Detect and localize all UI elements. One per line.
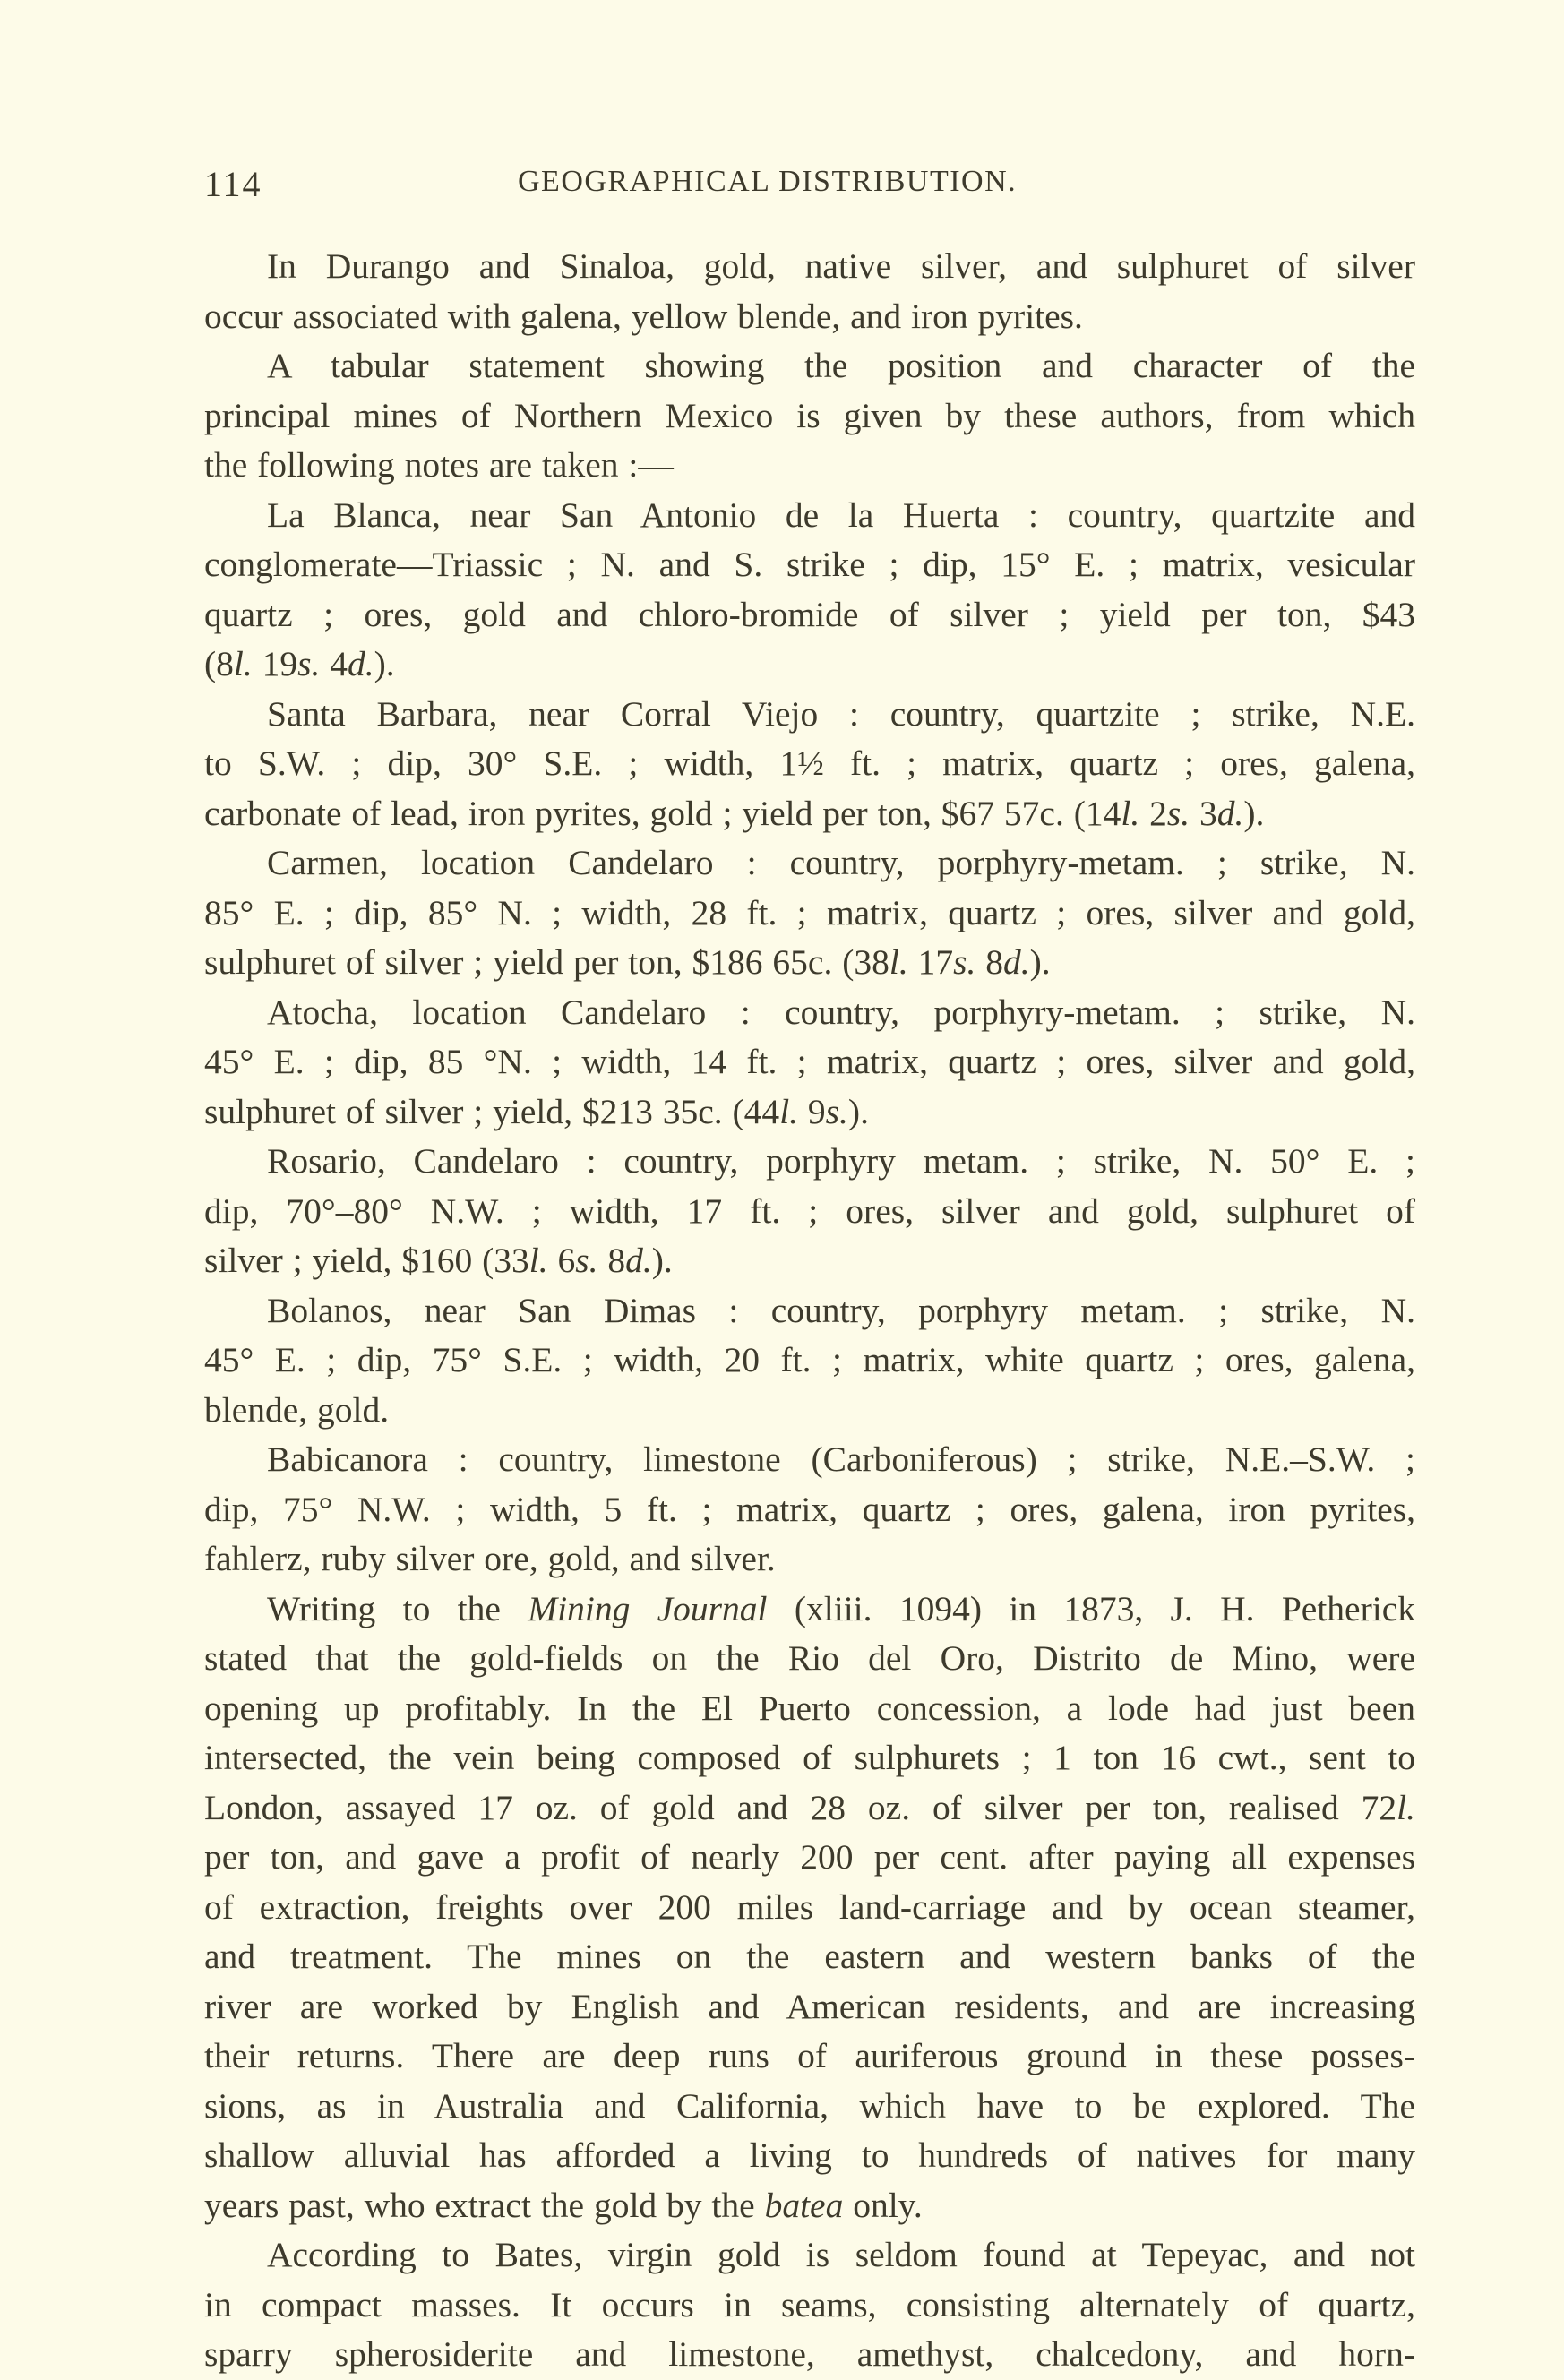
text-line: dip, 75° N.W. ; width, 5 ft. ; matrix, quartz ; ores, galena, iron pyrites, [204,1489,1415,1529]
paragraph-la-blanca [204,491,1415,690]
paragraph-carmen [204,838,1415,988]
book-page [204,152,1415,2380]
text-line: sions, as in Australia and California, which have to be explored. The [204,2085,1415,2126]
text-line: Babicanora : country, limestone (Carboniferous) ; strike, N.E.–S.W. ; [267,1439,1415,1479]
text-line: sulphuret of silver ; yield per ton, $186 65c. (38l. 17s. 8d.). [204,942,1051,982]
paragraph-bates-tepeyac [204,2230,1415,2380]
text-line: Bolanos, near San Dimas : country, porphyry metam. ; strike, N. [267,1290,1415,1330]
paragraph-petherick [204,1585,1415,2231]
text-line: sulphuret of silver ; yield, $213 35c. (44l. 9s.). [204,1091,869,1131]
paragraph-tabular-statement [204,341,1415,491]
text-line: blende, gold. [204,1389,390,1430]
text-line: 45° E. ; dip, 85 °N. ; width, 14 ft. ; matrix, quartz ; ores, silver and gold, [204,1042,1415,1081]
paragraph-santa-barbara [204,690,1415,839]
text-line: years past, who extract the gold by the batea only. [204,2185,923,2225]
text-line: to S.W. ; dip, 30° S.E. ; width, 1½ ft. ; matrix, quartz ; ores, galena, [204,743,1415,783]
text-line: opening up profitably. In the El Puerto concession, a lode had just been [204,1688,1415,1728]
paragraph-babicanora [204,1435,1415,1585]
text-line: La Blanca, near San Antonio de la Huerta : country, quartzite and [267,494,1415,535]
paragraph-bolanos [204,1286,1415,1436]
text-line: Santa Barbara, near Corral Viejo : country, quartzite ; strike, N.E. [267,693,1415,734]
text-line: Writing to the Mining Journal (xliii. 1094) in 1873, J. H. Petherick [267,1588,1416,1628]
text-line: carbonate of lead, iron pyrites, gold ; yield per ton, $67 57c. (14l. 2s. 3d.). [204,793,1265,833]
body-text [204,242,1415,2380]
text-line: stated that the gold-fields on the Rio del Oro, Distrito de Mino, were [204,1638,1415,1678]
text-line: (8l. 19s. 4d.). [204,644,395,683]
text-line: London, assayed 17 oz. of gold and 28 oz. of silver per ton, realised 72l. [204,1787,1415,1827]
text-line: Rosario, Candelaro : country, porphyry metam. ; strike, N. 50° E. ; [267,1141,1415,1181]
text-line: silver ; yield, $160 (33l. 6s. 8d.). [204,1241,673,1280]
paragraph-atocha [204,988,1415,1138]
text-line: In Durango and Sinaloa, gold, native silver, and sulphuret of silver [267,246,1415,286]
text-line: of extraction, freights over 200 miles land-carriage and by ocean steamer, [204,1886,1415,1927]
text-line: shallow alluvial has afforded a living to hundreds of natives for many [204,2135,1415,2175]
text-line: sparry spherosiderite and limestone, amethyst, chalcedony, and horn- [204,2334,1415,2374]
running-head [204,152,1415,215]
running-title: GEOGRAPHICAL DISTRIBUTION. [518,165,1018,198]
text-line: dip, 70°–80° N.W. ; width, 17 ft. ; ores, silver and gold, sulphuret of [204,1190,1415,1231]
text-line: Carmen, location Candelaro : country, porphyry-metam. ; strike, N. [267,843,1415,882]
page-number: 114 [204,164,262,204]
text-line: principal mines of Northern Mexico is given by these authors, from which [204,395,1415,435]
text-line: occur associated with galena, yellow blende, and iron pyrites. [204,296,1083,336]
text-line: the following notes are taken :— [204,445,674,485]
text-line: river are worked by English and American residents, and are increasing [204,1986,1415,2026]
text-line: and treatment. The mines on the eastern and western banks of the [204,1937,1415,1976]
text-line: their returns. There are deep runs of auriferous ground in these posses- [204,2036,1415,2075]
paragraph-rosario [204,1137,1415,1286]
text-line: conglomerate—Triassic ; N. and S. strike ; dip, 15° E. ; matrix, vesicular [204,545,1415,584]
text-line: Atocha, location Candelaro : country, porphyry-metam. ; strike, N. [267,992,1415,1032]
text-line: in compact masses. It occurs in seams, consisting alternately of quartz, [204,2284,1415,2324]
text-line: quartz ; ores, gold and chloro-bromide of silver ; yield per ton, $43 [204,594,1415,634]
text-line: 45° E. ; dip, 75° S.E. ; width, 20 ft. ; matrix, white quartz ; ores, galena, [204,1340,1415,1379]
text-line: A tabular statement showing the position and character of the [267,346,1415,385]
text-line: According to Bates, virgin gold is seldom found at Tepeyac, and not [267,2235,1415,2274]
paragraph-durango [204,242,1415,341]
text-line: per ton, and gave a profit of nearly 200 per cent. after paying all expenses [204,1837,1415,1877]
text-line: 85° E. ; dip, 85° N. ; width, 28 ft. ; matrix, quartz ; ores, silver and gold, [204,892,1415,932]
text-line: fahlerz, ruby silver ore, gold, and silver. [204,1539,776,1578]
text-line: intersected, the vein being composed of sulphurets ; 1 ton 16 cwt., sent to [204,1738,1415,1777]
